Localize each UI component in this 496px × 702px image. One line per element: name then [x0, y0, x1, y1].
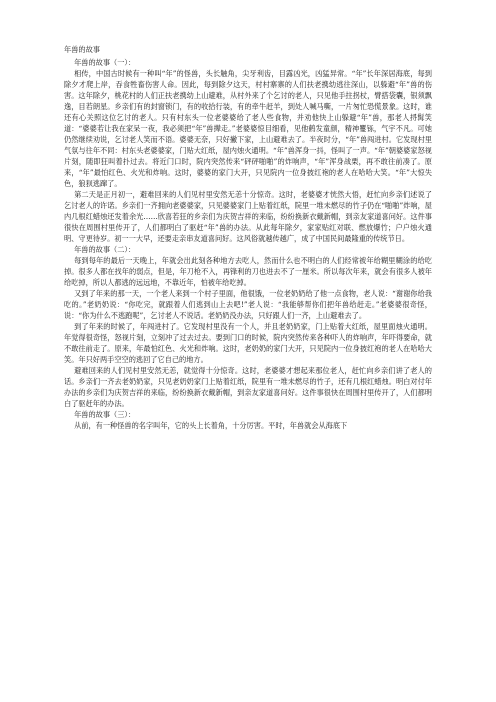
- document-title: 年兽的故事: [64, 45, 100, 54]
- paragraph: 每到每年的最后一天晚上，年就会出此刻各种地方去吃人，然而什么也不明白的人们经常被年给糊里糊涂的给吃掉。很多人都在找年的弱点，但是，年刀枪不入，再锋利的刀也进去不了一厘米。所以每次年来，就会有很多人被年给吃掉，所以人都逃的远远地，不靠近年，怕被年给吃掉。: [64, 256, 432, 287]
- section-heading-1: 年兽的故事（一）：: [74, 58, 136, 67]
- paragraph: 到了年来的时候了，年闯进村了。它发现村里没有一个人，并且老奶奶家，门上贴着大红纸，屋里面烛火通明。年觉得很奇怪，怒视片刻，立刻冲了过去过去。要到门口的时候，院内突然传来各种吓人的炸响声，年吓得要命，就不敢往前走了。原来，年最怕红色、火光和炸响。这时，老奶奶的家门大开，只见院内一位身披红袍的老人在哈哈大笑。年只好两手空空的逃回了它自己的地方。: [64, 322, 432, 364]
- section-heading-2: 年兽的故事（二）：: [74, 245, 136, 254]
- paragraph: 第二天是正月初一，避难回来的人们见村里安然无恙十分惊奇。这时，老婆婆才恍然大悟，赶忙向乡亲们述说了乞讨老人的许诺。乡亲们一齐拥向老婆婆家，只见婆婆家门上贴着红纸，院里一堆未燃尽的竹子仍在“啪啪”炸响，屋内几根红蜡烛还发着余光……欣喜若狂的乡亲们为庆贺吉祥的来临，纷纷换新衣戴新帽，到亲友家道喜问好。这件事很快在周围村里传开了，人们都明白了驱赶“年”兽的办法。从此每年除夕，家家贴红对联、燃放爆竹；户户烛火通明、守更待岁。初一一大早，还要走亲串友道喜问好。这风俗就越传越广，成了中国民间最隆重的传统节日。: [64, 190, 432, 243]
- paragraph: 从前，有一种怪兽的名字叫年，它的头上长着角，十分厉害。平时，年兽就会从海底下: [74, 421, 348, 430]
- section-heading-3: 年兽的故事（三）：: [74, 410, 136, 419]
- paragraph: 相传，中国古时候有一种叫“年”的怪兽，头长触角，尖牙利齿，目露凶光，凶猛异常。“年”长年深居海底，每到除夕才爬上岸，吞食牲畜伤害人命。因此，每到除夕这天，村村寨寨的人们扶老携幼逃往深山，以躲避“年”兽的伤害。这年除夕，桃花村的人们正扶老携幼上山避难，从村外来了个乞讨的老人，只见他手拄拐杖，臂搭袋囊，银须飘逸，目若朗星。乡亲们有的封窗锁门，有的收拾行装，有的牵牛赶羊，到处人喊马嘶，一片匆忙恐慌景象。这时，谁还有心关照这位乞讨的老人。只有村东头一位老婆婆给了老人些食物，并劝他快上山躲避“年”兽，那老人捋髯笑道：“婆婆若让我在家呆一夜，我必须把“年”兽撵走。”老婆婆惊目细看，见他鹤发童颜，精神矍铄，气宇不凡。可她仍然继续劝说，乞讨老人笑而不语。婆婆无奈，只好撇下家，上山避难去了。半夜时分，“年”兽闯进村。它发现村里气氛与往年不同：村东头老婆婆家，门贴大红纸，屋内烛火通明。“年”兽浑身一抖，怪叫了一声。“年”朝婆婆家怒视片刻，随即狂叫着扑过去。将近门口时，院内突然传来“砰砰啪啪”的炸响声，“年”浑身战栗，再不敢往前凑了。原来，“年”最怕红色、火光和炸响。这时，婆婆的家门大开，只见院内一位身披红袍的老人在哈哈大笑。“年”大惊失色，狼狈逃蹿了。: [64, 69, 432, 188]
- paragraph: 避难回来的人们见村里安然无恙，就觉得十分惊奇。这时，老婆婆才想起来那位老人，赶忙向乡亲们讲了老人的话。乡亲们一齐去老奶奶家，只见老奶奶家门上贴着红纸，院里有一堆未燃尽的竹子，还有几根红蜡烛。明白对付年办法的乡亲们为庆贺吉祥的来临，纷纷换新衣戴新帽，到亲友家道喜问好。这件事很快在周围村里传开了，人们都明白了驱赶年的办法。: [64, 366, 432, 408]
- paragraph: 又到了年来的那一天，一个老人来到一个村子里面，他很饿，一位老奶奶给了他一点食物，老人说：“谢谢你给我吃的。”老奶奶说：“你吃完，就跟着人们逃到山上去吧!”老人说：“我能够帮你们把年兽给赶走。”老婆婆很奇怪，说：“你为什么不逃跑呢”，乞讨老人不说话。老奶奶没办法，只好跟人们一齐，上山避难去了。: [64, 289, 432, 320]
